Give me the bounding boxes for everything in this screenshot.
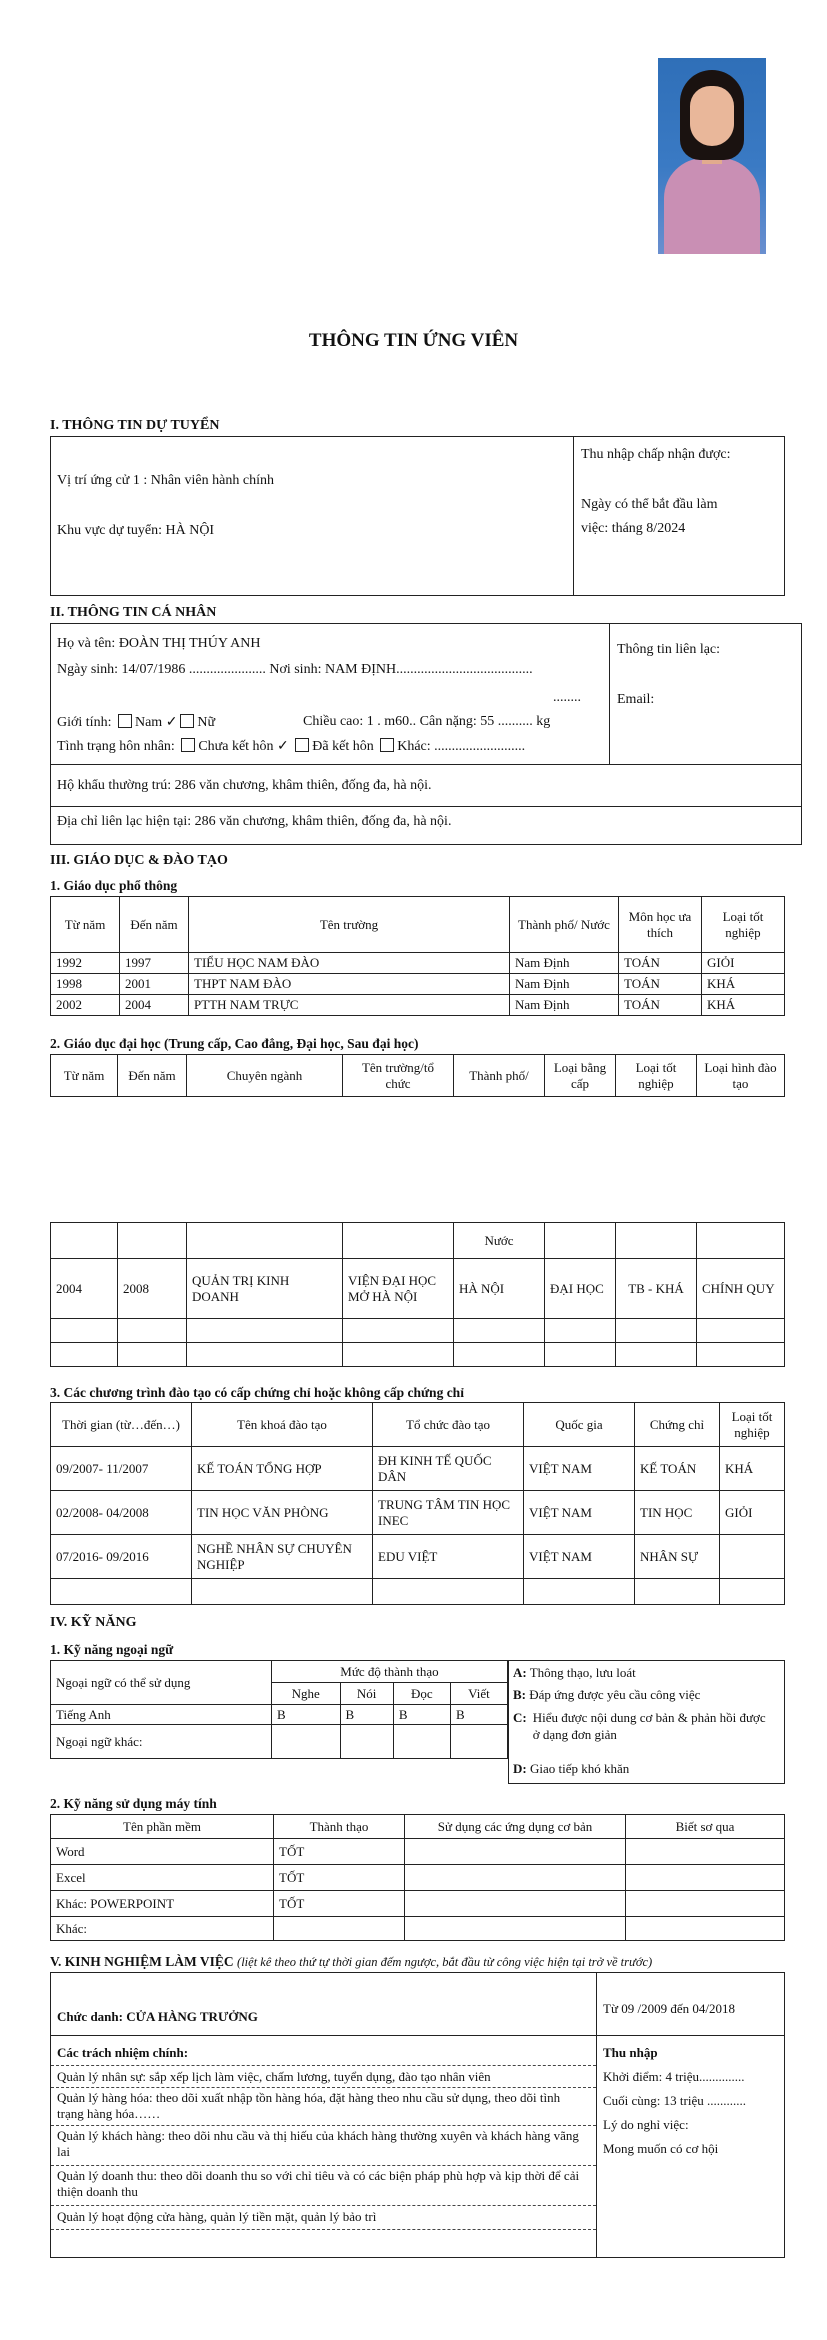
- cell-subject: TOÁN: [619, 953, 702, 974]
- job-title: Chức danh: CỬA HÀNG TRƯỞNG: [57, 2009, 258, 2024]
- cell-reading: B: [393, 1705, 450, 1725]
- cell-subject: TOÁN: [619, 995, 702, 1016]
- leave-reason: Mong muốn có cơ hội: [603, 2141, 719, 2156]
- table-row: [51, 1917, 785, 1941]
- marital-label: Tình trạng hôn nhân:: [57, 739, 175, 754]
- cell-software: Khác:: [51, 1917, 274, 1941]
- cell-from-year: 1992: [51, 953, 120, 974]
- cell-degree: ĐẠI HỌC: [545, 1259, 616, 1319]
- cell-software: Word: [51, 1839, 274, 1865]
- legend-value-a: Thông thạo, lưu loát: [529, 1665, 636, 1680]
- section-2-heading: II. THÔNG TIN CÁ NHÂN: [50, 605, 217, 620]
- personal-info-box: [50, 623, 802, 845]
- table-row: [51, 995, 785, 1016]
- legend-key-a: A:: [513, 1665, 527, 1680]
- col-to-year: Đến năm: [120, 897, 189, 953]
- section-4-heading: IV. KỸ NĂNG: [50, 1615, 137, 1630]
- higher-education-heading: 2. Giáo dục đại học (Trung cấp, Cao đẳng, Đại học, Sau đại học): [50, 1036, 419, 1051]
- computer-skills-heading: 2. Kỹ năng sử dụng máy tính: [50, 1796, 217, 1811]
- cell-proficient: TỐT: [274, 1891, 405, 1917]
- cell-city: Nam Định: [510, 974, 619, 995]
- gender-label: Giới tính:: [57, 715, 112, 730]
- cell-country: VIỆT NAM: [524, 1447, 635, 1491]
- col-school-name: Tên trường: [189, 897, 510, 953]
- work-area: Khu vực dự tuyển: HÀ NỘI: [57, 523, 215, 538]
- cell-to-year: 1997: [120, 953, 189, 974]
- start-date-line-1: Ngày có thể bắt đầu làm: [581, 497, 718, 512]
- table-row: [51, 1491, 785, 1535]
- dob-dots: ........: [553, 690, 581, 705]
- col-listening: Nghe: [272, 1683, 341, 1705]
- cell-to-year: 2004: [120, 995, 189, 1016]
- cell-to-year: 2008: [118, 1259, 187, 1319]
- table-row: [51, 1259, 785, 1319]
- cell-institution: VIỆN ĐẠI HỌC MỞ HÀ NỘI: [343, 1259, 454, 1319]
- cell-country: VIỆT NAM: [524, 1491, 635, 1535]
- col-writing: Viết: [450, 1683, 507, 1705]
- cell-organization: ĐH KINH TẾ QUỐC DÂN: [373, 1447, 524, 1491]
- email-label: Email:: [617, 692, 655, 707]
- col-certificate: Chứng chỉ: [635, 1403, 720, 1447]
- col-organization: Tổ chức đào tạo: [373, 1403, 524, 1447]
- female-label: Nữ: [197, 715, 216, 730]
- legend-key-c: C:: [513, 1710, 527, 1725]
- legend-key-b: B:: [513, 1687, 526, 1702]
- female-checkbox[interactable]: [180, 714, 194, 728]
- higher-education-table-header: [50, 1054, 785, 1097]
- cell-language: Tiếng Anh: [51, 1705, 272, 1725]
- cell-software: Excel: [51, 1865, 274, 1891]
- male-checkbox[interactable]: [118, 714, 132, 728]
- current-address: Địa chỉ liên lạc hiện tại: 286 văn chương, khâm thiên, đống đa, hà nội.: [57, 814, 452, 829]
- cell-period: 07/2016- 09/2016: [51, 1535, 192, 1579]
- candidate-photo: [658, 58, 766, 254]
- position-applied: Vị trí ứng cử 1 : Nhân viên hành chính: [57, 473, 274, 488]
- job-period: Từ 09 /2009 đến 04/2018: [603, 2001, 735, 2016]
- section-5-heading-row: [50, 1954, 652, 1970]
- table-row: [51, 974, 785, 995]
- legend-value-b: Đáp ứng được yêu cầu công việc: [529, 1687, 701, 1702]
- cell-major: QUẢN TRỊ KINH DOANH: [187, 1259, 343, 1319]
- col-country: Quốc gia: [524, 1403, 635, 1447]
- cell-grade: GIỎI: [720, 1491, 785, 1535]
- leave-reason-label: Lý do nghỉ việc:: [603, 2117, 689, 2132]
- cell-from-year: 1998: [51, 974, 120, 995]
- legend-value-d: Giao tiếp khó khăn: [529, 1761, 630, 1776]
- female-check-mark: ✓: [165, 715, 178, 730]
- language-skills-heading: 1. Kỹ năng ngoại ngữ: [50, 1642, 174, 1657]
- other-label: Khác: ..........................: [397, 739, 526, 754]
- income-start: Khởi điểm: 4 triệu..............: [603, 2069, 745, 2084]
- duty-item: Quản lý khách hàng: theo dõi nhu cầu và thị hiếu của khách hàng thường xuyên và khách hàng vãng lai: [57, 2128, 579, 2159]
- col-city-continued: Nước: [454, 1223, 545, 1259]
- cell-grade: [720, 1535, 785, 1579]
- cell-grade: KHÁ: [702, 974, 785, 995]
- col-to-year: Đến năm: [118, 1055, 187, 1097]
- cell-proficient: TỐT: [274, 1865, 405, 1891]
- cell-school: PTTH NAM TRỰC: [189, 995, 510, 1016]
- cell-certificate: NHÂN SỰ: [635, 1535, 720, 1579]
- cell-school: TIỂU HỌC NAM ĐÀO: [189, 953, 510, 974]
- cell-from-year: 2004: [51, 1259, 118, 1319]
- cell-software: Khác: POWERPOINT: [51, 1891, 274, 1917]
- duty-item: Quản lý hoạt động cửa hàng, quản lý tiền mặt, quản lý bảo trì: [57, 2209, 377, 2224]
- contact-info-label: Thông tin liên lạc:: [617, 642, 721, 657]
- col-software: Tên phần mềm: [51, 1815, 274, 1839]
- cell-from-year: 2002: [51, 995, 120, 1016]
- page-title: THÔNG TIN ỨNG VIÊN: [308, 330, 519, 351]
- section-5-heading: V. KINH NGHIỆM LÀM VIỆC: [50, 1954, 234, 1969]
- duty-item: Quản lý doanh thu: theo dõi doanh thu so với chỉ tiêu và có các biện pháp phù hợp và kịp thời để cải thiện doanh thu: [57, 2168, 580, 2199]
- date-place-of-birth: Ngày sinh: 14/07/1986 ...................... Nơi sinh: NAM ĐỊNH.......................................: [57, 662, 533, 677]
- section-1-heading: I. THÔNG TIN DỰ TUYỂN: [50, 418, 220, 433]
- legend-value-c: Hiểu được nội dung cơ bản & phản hồi được ở dạng đơn giản: [532, 1710, 766, 1742]
- cell-course: NGHỀ NHÂN SỰ CHUYÊN NGHIỆP: [192, 1535, 373, 1579]
- col-graduation-grade: Loại tốt nghiệp: [616, 1055, 697, 1097]
- proficiency-label: Mức độ thành thạo: [272, 1661, 508, 1683]
- cell-listening: B: [272, 1705, 341, 1725]
- col-proficient: Thành thạo: [274, 1815, 405, 1839]
- duties-label: Các trách nhiệm chính:: [57, 2045, 189, 2060]
- start-date-line-2: việc: tháng 8/2024: [581, 521, 686, 536]
- duty-item: Quản lý hàng hóa: theo dõi xuất nhập tồn hàng hóa, đặt hàng theo nhu cầu sử dụng, theo dõi tình trạng hàng hóa……: [57, 2090, 561, 2121]
- male-label: Nam: [134, 715, 163, 730]
- cell-period: 09/2007- 11/2007: [51, 1447, 192, 1491]
- section-3-heading: III. GIÁO DỤC & ĐÀO TẠO: [50, 853, 228, 868]
- cell-certificate: TIN HỌC: [635, 1491, 720, 1535]
- table-row: [51, 1725, 508, 1759]
- cell-speaking: B: [340, 1705, 393, 1725]
- height-weight: Chiều cao: 1 . m60.. Cân nặng: 55 .......... kg: [303, 714, 551, 729]
- legend-key-d: D:: [513, 1761, 527, 1776]
- cell-course: KẾ TOÁN TỔNG HỢP: [192, 1447, 373, 1491]
- table-row: [51, 1535, 785, 1579]
- col-degree-type: Loại bằng cấp: [545, 1055, 616, 1097]
- col-basic-use: Sử dụng các ứng dụng cơ bản: [405, 1815, 626, 1839]
- col-graduation-grade: Loại tốt nghiệp: [702, 897, 785, 953]
- col-favorite-subject: Môn học ưa thích: [619, 897, 702, 953]
- table-row: [51, 953, 785, 974]
- col-institution: Tên trường/tổ chức: [343, 1055, 454, 1097]
- cell-grade: KHÁ: [720, 1447, 785, 1491]
- cell-to-year: 2001: [120, 974, 189, 995]
- married-label: Đã kết hôn: [312, 739, 374, 754]
- col-major: Chuyên ngành: [187, 1055, 343, 1097]
- cell-city: HÀ NỘI: [454, 1259, 545, 1319]
- cell-organization: EDU VIỆT: [373, 1535, 524, 1579]
- table-row: [51, 1839, 785, 1865]
- certificates-table: [50, 1402, 785, 1605]
- cell-training-type: CHÍNH QUY: [697, 1259, 785, 1319]
- cell-certificate: KẾ TOÁN: [635, 1447, 720, 1491]
- application-info-box: [50, 436, 785, 596]
- proficiency-legend: [508, 1660, 785, 1784]
- expected-income: Thu nhập chấp nhận được:: [581, 447, 731, 462]
- marital-row: [57, 738, 525, 755]
- other-checkbox[interactable]: [380, 738, 394, 752]
- cell-other-language: Ngoại ngữ khác:: [51, 1725, 272, 1759]
- table-row: [51, 1705, 508, 1725]
- language-skills-table: [50, 1660, 508, 1759]
- col-from-year: Từ năm: [51, 897, 120, 953]
- section-5-note: (liệt kê theo thứ tự thời gian đếm ngược, bắt đầu từ công việc hiện tại trở về trước): [237, 1955, 653, 1969]
- cell-proficient: TỐT: [274, 1839, 405, 1865]
- cell-city: Nam Định: [510, 953, 619, 974]
- cell-proficient: [274, 1917, 405, 1941]
- cell-grade: KHÁ: [702, 995, 785, 1016]
- work-experience-box: [50, 1972, 785, 2258]
- single-checkbox[interactable]: [181, 738, 195, 752]
- cell-period: 02/2008- 04/2008: [51, 1491, 192, 1535]
- col-from-year: Từ năm: [51, 1055, 118, 1097]
- cell-grade: TB - KHÁ: [616, 1259, 697, 1319]
- gender-row: [57, 714, 215, 731]
- general-education-table: [50, 896, 785, 1016]
- income-end: Cuối cùng: 13 triệu ............: [603, 2093, 746, 2108]
- col-city-country: Thành phố/ Nước: [510, 897, 619, 953]
- cell-grade: GIỎI: [702, 953, 785, 974]
- col-grade: Loại tốt nghiệp: [720, 1403, 785, 1447]
- general-education-heading: 1. Giáo dục phổ thông: [50, 878, 178, 893]
- single-label: Chưa kết hôn ✓: [198, 739, 289, 754]
- income-label: Thu nhập: [603, 2045, 658, 2060]
- cell-city: Nam Định: [510, 995, 619, 1016]
- computer-skills-table: [50, 1814, 785, 1941]
- table-row: [51, 1447, 785, 1491]
- married-checkbox[interactable]: [295, 738, 309, 752]
- col-reading: Đọc: [393, 1683, 450, 1705]
- table-row: [51, 1891, 785, 1917]
- cell-organization: TRUNG TÂM TIN HỌC INEC: [373, 1491, 524, 1535]
- col-course: Tên khoá đào tạo: [192, 1403, 373, 1447]
- col-city: Thành phố/: [454, 1055, 545, 1097]
- cell-course: TIN HỌC VĂN PHÒNG: [192, 1491, 373, 1535]
- language-label: Ngoại ngữ có thể sử dụng: [51, 1661, 272, 1705]
- cell-country: VIỆT NAM: [524, 1535, 635, 1579]
- full-name: Họ và tên: ĐOÀN THỊ THÚY ANH: [57, 636, 261, 651]
- permanent-residence: Hộ khẩu thường trú: 286 văn chương, khâm thiên, đống đa, hà nội.: [57, 778, 432, 793]
- col-familiar: Biết sơ qua: [626, 1815, 785, 1839]
- col-period: Thời gian (từ…đến…): [51, 1403, 192, 1447]
- cell-writing: B: [450, 1705, 507, 1725]
- col-speaking: Nói: [340, 1683, 393, 1705]
- col-training-type: Loại hình đào tạo: [697, 1055, 785, 1097]
- certificates-heading: 3. Các chương trình đào tạo có cấp chứng chỉ hoặc không cấp chứng chỉ: [50, 1385, 464, 1400]
- higher-education-table: [50, 1222, 785, 1367]
- cell-subject: TOÁN: [619, 974, 702, 995]
- table-row: [51, 1865, 785, 1891]
- duty-item: Quản lý nhân sự: sắp xếp lịch làm việc, chấm lương, tuyển dụng, đào tạo nhân viên: [57, 2069, 491, 2084]
- cell-school: THPT NAM ĐÀO: [189, 974, 510, 995]
